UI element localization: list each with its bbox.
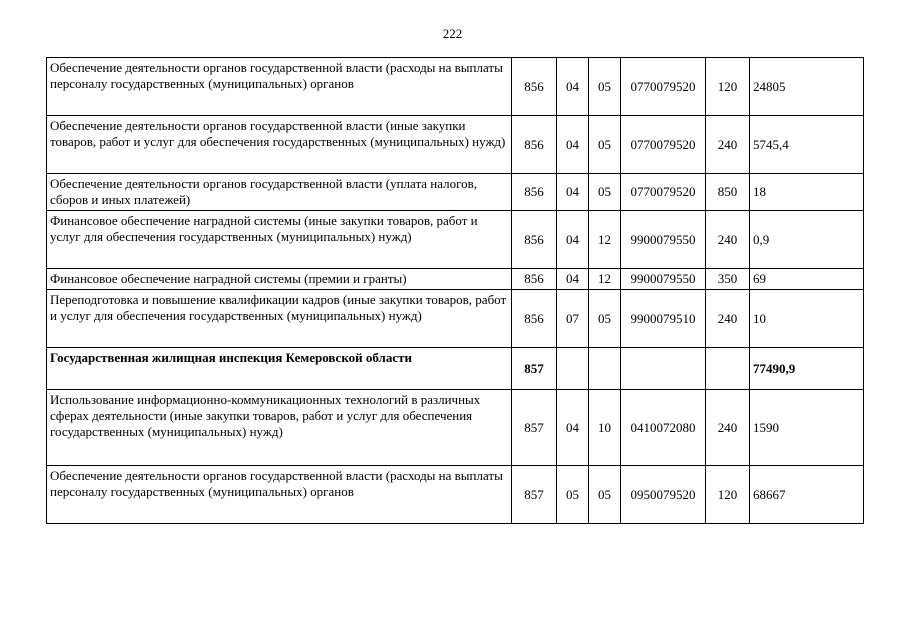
target-code (621, 348, 706, 390)
section-code: 04 (557, 58, 589, 116)
row-description: Обеспечение деятельности органов государственной власти (уплата налогов, сборов и иных платежей) (47, 174, 512, 211)
org-code: 856 (512, 58, 557, 116)
expense-type-code: 850 (706, 174, 750, 211)
section-code: 04 (557, 116, 589, 174)
table-row (47, 58, 864, 116)
amount: 5745,4 (750, 116, 864, 174)
subsection-code: 05 (589, 58, 621, 116)
org-code: 856 (512, 174, 557, 211)
target-code: 0770079520 (621, 174, 706, 211)
org-code: 856 (512, 269, 557, 290)
expense-type-code: 240 (706, 290, 750, 348)
subsection-code: 05 (589, 466, 621, 524)
expense-type-code (706, 348, 750, 390)
target-code: 0770079520 (621, 116, 706, 174)
org-code: 857 (512, 466, 557, 524)
target-code: 0410072080 (621, 390, 706, 466)
target-code: 0950079520 (621, 466, 706, 524)
row-description: Государственная жилищная инспекция Кемеровской области (47, 348, 512, 390)
table-row (47, 116, 864, 174)
row-description: Использование информационно-коммуникационных технологий в различных сферах деятельности (иные закупки товаров, работ и услуг для обеспечения государственных (муниципальных) нужд) (47, 390, 512, 466)
subsection-code: 12 (589, 269, 621, 290)
expense-type-code: 240 (706, 116, 750, 174)
amount: 10 (750, 290, 864, 348)
row-description: Финансовое обеспечение наградной системы (премии и гранты) (47, 269, 512, 290)
amount: 24805 (750, 58, 864, 116)
section-code: 07 (557, 290, 589, 348)
subsection-code: 05 (589, 174, 621, 211)
budget-table (46, 57, 864, 524)
section-code: 05 (557, 466, 589, 524)
org-code: 856 (512, 211, 557, 269)
table-row (47, 390, 864, 466)
row-description: Обеспечение деятельности органов государственной власти (иные закупки товаров, работ и услуг для обеспечения государственных (муниципальных) нужд) (47, 116, 512, 174)
amount: 1590 (750, 390, 864, 466)
section-code (557, 348, 589, 390)
row-description: Обеспечение деятельности органов государственной власти (расходы на выплаты персоналу государственных (муниципальных) органов (47, 466, 512, 524)
expense-type-code: 240 (706, 211, 750, 269)
expense-type-code: 120 (706, 466, 750, 524)
amount: 69 (750, 269, 864, 290)
target-code: 9900079550 (621, 211, 706, 269)
row-description: Финансовое обеспечение наградной системы (иные закупки товаров, работ и услуг для обеспечения государственных (муниципальных) нужд) (47, 211, 512, 269)
table-row (47, 211, 864, 269)
org-code: 857 (512, 390, 557, 466)
org-code: 857 (512, 348, 557, 390)
table-row (47, 269, 864, 290)
table-row (47, 174, 864, 211)
expense-type-code: 120 (706, 58, 750, 116)
section-code: 04 (557, 390, 589, 466)
amount: 0,9 (750, 211, 864, 269)
org-code: 856 (512, 116, 557, 174)
expense-type-code: 240 (706, 390, 750, 466)
row-description: Обеспечение деятельности органов государственной власти (расходы на выплаты персоналу государственных (муниципальных) органов (47, 58, 512, 116)
page-number: 222 (442, 26, 463, 41)
subsection-code: 10 (589, 390, 621, 466)
section-code: 04 (557, 174, 589, 211)
subsection-code: 12 (589, 211, 621, 269)
table-row (47, 290, 864, 348)
row-description: Переподготовка и повышение квалификации кадров (иные закупки товаров, работ и услуг для обеспечения государственных (муниципальных) нужд) (47, 290, 512, 348)
subsection-code (589, 348, 621, 390)
target-code: 9900079550 (621, 269, 706, 290)
expense-type-code: 350 (706, 269, 750, 290)
section-code: 04 (557, 269, 589, 290)
amount: 18 (750, 174, 864, 211)
target-code: 0770079520 (621, 58, 706, 116)
section-code: 04 (557, 211, 589, 269)
amount: 77490,9 (750, 348, 864, 390)
org-code: 856 (512, 290, 557, 348)
subsection-code: 05 (589, 290, 621, 348)
table-row (47, 466, 864, 524)
target-code: 9900079510 (621, 290, 706, 348)
table-row (47, 348, 864, 390)
amount: 68667 (750, 466, 864, 524)
subsection-code: 05 (589, 116, 621, 174)
